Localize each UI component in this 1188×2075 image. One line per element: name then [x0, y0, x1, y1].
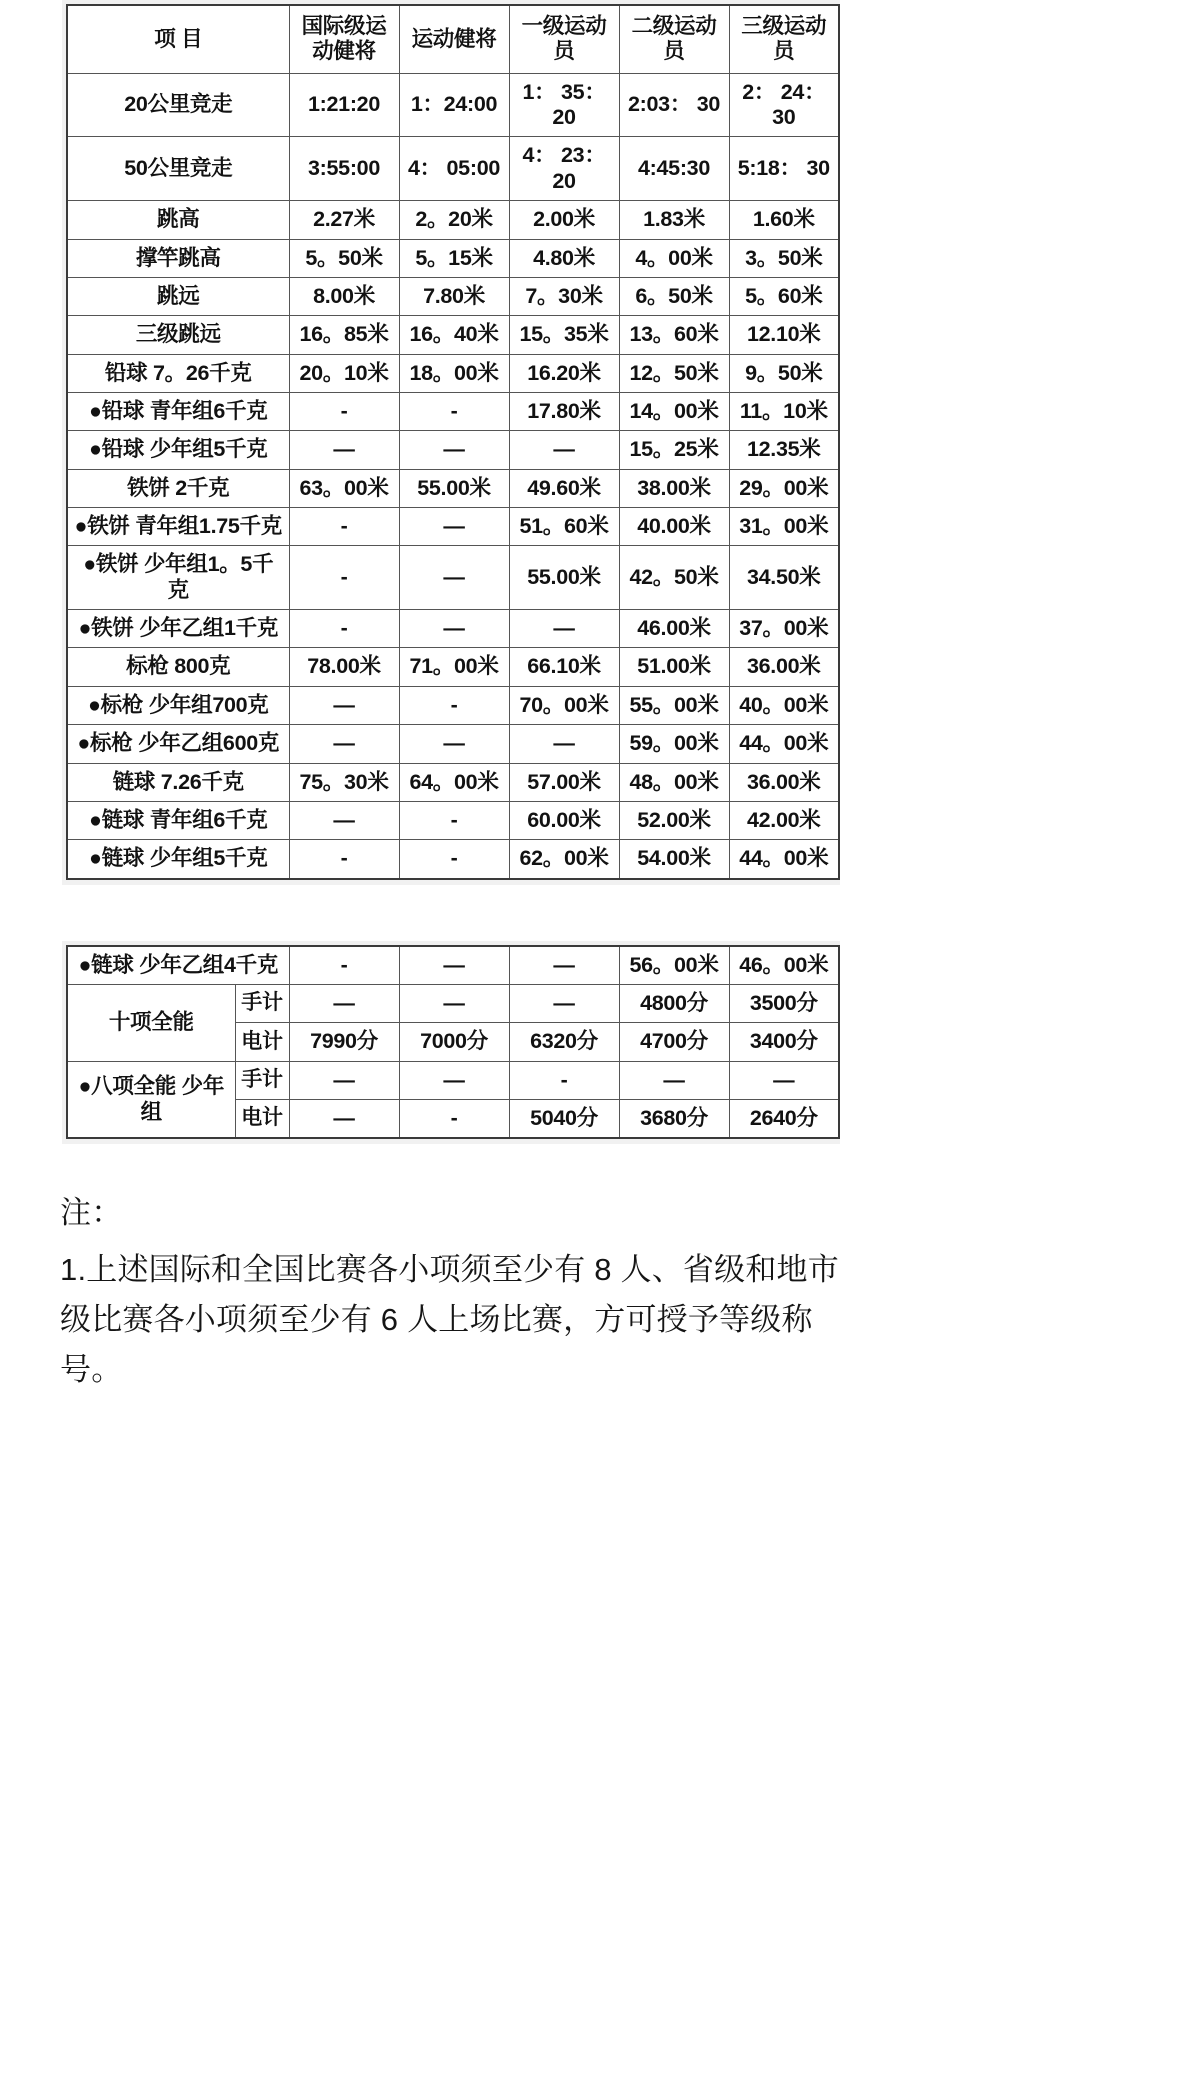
- standard-value-cell: 42。50米: [619, 546, 729, 610]
- notes-title: 注：: [60, 1195, 123, 1231]
- standard-value-cell: 4:45:30: [619, 137, 729, 201]
- standard-value-cell: —: [509, 610, 619, 648]
- event-name-cell: 三级跳远: [67, 316, 289, 354]
- standard-value-cell: -: [399, 801, 509, 839]
- standard-value-cell: 29。00米: [729, 469, 839, 507]
- standard-value-cell: 1.83米: [619, 201, 729, 239]
- standard-value-cell: -: [399, 686, 509, 724]
- standard-value-cell: 55.00米: [509, 546, 619, 610]
- standard-value-cell: 9。50米: [729, 354, 839, 392]
- column-header-grade-3: 一级运动员: [509, 5, 619, 73]
- standard-value-cell: —: [399, 546, 509, 610]
- standard-value-cell: 56。00米: [619, 946, 729, 985]
- standard-value-cell: 12.35米: [729, 431, 839, 469]
- standard-value-cell: —: [619, 1061, 729, 1099]
- event-name-cell: 20公里竞走: [67, 73, 289, 137]
- table-row: [67, 239, 839, 277]
- standard-value-cell: 4。00米: [619, 239, 729, 277]
- standard-value-cell: —: [399, 725, 509, 763]
- standard-value-cell: —: [399, 431, 509, 469]
- standard-value-cell: 78.00米: [289, 648, 399, 686]
- event-name-cell: ●链球 少年组5千克: [67, 840, 289, 879]
- standard-value-cell: -: [289, 392, 399, 430]
- note-1-line-3: 号。: [60, 1352, 123, 1388]
- event-name-cell: ●铁饼 少年乙组1千克: [67, 610, 289, 648]
- standard-value-cell: —: [399, 610, 509, 648]
- table-row: [67, 392, 839, 430]
- standard-value-cell: 63。00米: [289, 469, 399, 507]
- standard-value-cell: 55.00米: [399, 469, 509, 507]
- table-row: [67, 648, 839, 686]
- standard-value-cell: 6。50米: [619, 277, 729, 315]
- standard-value-cell: 60.00米: [509, 801, 619, 839]
- table-row: [67, 984, 839, 1022]
- table-row: [67, 763, 839, 801]
- standard-value-cell: 75。30米: [289, 763, 399, 801]
- standard-value-cell: 7000分: [399, 1023, 509, 1061]
- standard-value-cell: 59。00米: [619, 725, 729, 763]
- table-row: [67, 946, 839, 985]
- standard-value-cell: 3:55:00: [289, 137, 399, 201]
- athletics-standards-table-wrap: [62, 0, 840, 885]
- standard-value-cell: 52.00米: [619, 801, 729, 839]
- column-header-event: 项 目: [67, 5, 289, 73]
- standard-value-cell: 37。00米: [729, 610, 839, 648]
- table-row: [67, 137, 839, 201]
- event-name-cell: 铅球 7。26千克: [67, 354, 289, 392]
- standard-value-cell: 55。00米: [619, 686, 729, 724]
- standard-value-cell: 49.60米: [509, 469, 619, 507]
- standard-value-cell: 51.00米: [619, 648, 729, 686]
- standard-value-cell: 36.00米: [729, 763, 839, 801]
- standard-value-cell: 7990分: [289, 1023, 399, 1061]
- standard-value-cell: 44。00米: [729, 840, 839, 879]
- standard-value-cell: -: [289, 946, 399, 985]
- standard-value-cell: 2640分: [729, 1100, 839, 1139]
- standard-value-cell: —: [289, 725, 399, 763]
- standard-value-cell: 51。60米: [509, 508, 619, 546]
- timing-method-cell: 手计: [235, 1061, 289, 1099]
- standard-value-cell: 3680分: [619, 1100, 729, 1139]
- timing-method-cell: 手计: [235, 984, 289, 1022]
- athletics-standards-table: [66, 4, 840, 880]
- standard-value-cell: 4： 05:00: [399, 137, 509, 201]
- standard-value-cell: 1:21:20: [289, 73, 399, 137]
- table-row: [67, 840, 839, 879]
- notes-section: [60, 1188, 1060, 1395]
- standard-value-cell: —: [509, 946, 619, 985]
- standard-value-cell: 62。00米: [509, 840, 619, 879]
- table-row: [67, 277, 839, 315]
- standard-value-cell: 12.10米: [729, 316, 839, 354]
- table-row: [67, 316, 839, 354]
- standard-value-cell: 16.20米: [509, 354, 619, 392]
- standard-value-cell: 16。85米: [289, 316, 399, 354]
- note-1-line-1: 1.上述国际和全国比赛各小项须至少有 8 人、省级和地市: [60, 1251, 839, 1287]
- standard-value-cell: 2:03： 30: [619, 73, 729, 137]
- standard-value-cell: 3400分: [729, 1023, 839, 1061]
- table-row: [67, 610, 839, 648]
- standard-value-cell: 66.10米: [509, 648, 619, 686]
- standard-value-cell: 2.27米: [289, 201, 399, 239]
- standard-value-cell: -: [399, 840, 509, 879]
- combined-events-table-wrap: [62, 941, 840, 1145]
- standard-value-cell: —: [289, 686, 399, 724]
- standard-value-cell: 36.00米: [729, 648, 839, 686]
- table-separator: [0, 885, 1188, 941]
- standard-value-cell: 7.80米: [399, 277, 509, 315]
- event-name-cell: ●链球 青年组6千克: [67, 801, 289, 839]
- standard-value-cell: -: [509, 1061, 619, 1099]
- standard-value-cell: 5。50米: [289, 239, 399, 277]
- standard-value-cell: 4.80米: [509, 239, 619, 277]
- event-name-cell: ●链球 少年乙组4千克: [67, 946, 289, 985]
- standard-value-cell: 71。00米: [399, 648, 509, 686]
- standard-value-cell: 15。35米: [509, 316, 619, 354]
- standard-value-cell: -: [399, 392, 509, 430]
- column-header-grade-1: 国际级运动健将: [289, 5, 399, 73]
- standard-value-cell: —: [289, 431, 399, 469]
- standard-value-cell: 14。00米: [619, 392, 729, 430]
- event-name-cell: 铁饼 2千克: [67, 469, 289, 507]
- standard-value-cell: 40.00米: [619, 508, 729, 546]
- standard-value-cell: 64。00米: [399, 763, 509, 801]
- standard-value-cell: 2。20米: [399, 201, 509, 239]
- standard-value-cell: —: [509, 725, 619, 763]
- standard-value-cell: 7。30米: [509, 277, 619, 315]
- table-row: [67, 1061, 839, 1099]
- standard-value-cell: 2： 24： 30: [729, 73, 839, 137]
- standard-value-cell: 46。00米: [729, 946, 839, 985]
- event-name-cell: 标枪 800克: [67, 648, 289, 686]
- standard-value-cell: —: [509, 431, 619, 469]
- standard-value-cell: —: [399, 508, 509, 546]
- combined-events-table: [66, 945, 840, 1140]
- table-row: [67, 469, 839, 507]
- standard-value-cell: 48。00米: [619, 763, 729, 801]
- standard-value-cell: 13。60米: [619, 316, 729, 354]
- standard-value-cell: —: [289, 801, 399, 839]
- table-row: [67, 546, 839, 610]
- standard-value-cell: 31。00米: [729, 508, 839, 546]
- standard-value-cell: 34.50米: [729, 546, 839, 610]
- standard-value-cell: —: [399, 1061, 509, 1099]
- standard-value-cell: 1.60米: [729, 201, 839, 239]
- table-row: [67, 686, 839, 724]
- event-name-cell: ●标枪 少年组700克: [67, 686, 289, 724]
- column-header-grade-2: 运动健将: [399, 5, 509, 73]
- table-row: [67, 354, 839, 392]
- event-name-cell: ●铁饼 青年组1.75千克: [67, 508, 289, 546]
- standard-value-cell: 12。50米: [619, 354, 729, 392]
- standard-value-cell: 57.00米: [509, 763, 619, 801]
- standard-value-cell: 8.00米: [289, 277, 399, 315]
- event-name-cell: ●铁饼 少年组1。5千克: [67, 546, 289, 610]
- standard-value-cell: 4800分: [619, 984, 729, 1022]
- event-name-cell: ●八项全能 少年组: [67, 1061, 235, 1138]
- timing-method-cell: 电计: [235, 1023, 289, 1061]
- standard-value-cell: 20。10米: [289, 354, 399, 392]
- column-header-grade-4: 二级运动员: [619, 5, 729, 73]
- standard-value-cell: —: [289, 1061, 399, 1099]
- event-name-cell: 十项全能: [67, 984, 235, 1061]
- standard-value-cell: 1： 35： 20: [509, 73, 619, 137]
- table-row: [67, 508, 839, 546]
- standard-value-cell: —: [289, 1100, 399, 1139]
- event-name-cell: 跳远: [67, 277, 289, 315]
- table-row: [67, 801, 839, 839]
- standard-value-cell: 5040分: [509, 1100, 619, 1139]
- table-row: [67, 201, 839, 239]
- standard-value-cell: 40。00米: [729, 686, 839, 724]
- event-name-cell: ●铅球 青年组6千克: [67, 392, 289, 430]
- standard-value-cell: 3。50米: [729, 239, 839, 277]
- standard-value-cell: 16。40米: [399, 316, 509, 354]
- table-row: [67, 431, 839, 469]
- standard-value-cell: 42.00米: [729, 801, 839, 839]
- standard-value-cell: —: [289, 984, 399, 1022]
- table-row: [67, 725, 839, 763]
- column-header-grade-5: 三级运动员: [729, 5, 839, 73]
- standard-value-cell: —: [509, 984, 619, 1022]
- standard-value-cell: —: [399, 946, 509, 985]
- standard-value-cell: 17.80米: [509, 392, 619, 430]
- standard-value-cell: -: [399, 1100, 509, 1139]
- event-name-cell: 链球 7.26千克: [67, 763, 289, 801]
- standard-value-cell: 11。10米: [729, 392, 839, 430]
- standard-value-cell: 44。00米: [729, 725, 839, 763]
- standard-value-cell: 4： 23： 20: [509, 137, 619, 201]
- table-row: [67, 73, 839, 137]
- standard-value-cell: 2.00米: [509, 201, 619, 239]
- standard-value-cell: 5。15米: [399, 239, 509, 277]
- standard-value-cell: 3500分: [729, 984, 839, 1022]
- standard-value-cell: -: [289, 610, 399, 648]
- standard-value-cell: —: [729, 1061, 839, 1099]
- standard-value-cell: —: [399, 984, 509, 1022]
- standard-value-cell: 5:18： 30: [729, 137, 839, 201]
- standard-value-cell: 1：24:00: [399, 73, 509, 137]
- standard-value-cell: -: [289, 840, 399, 879]
- event-name-cell: 跳高: [67, 201, 289, 239]
- standard-value-cell: 46.00米: [619, 610, 729, 648]
- event-name-cell: 撑竿跳高: [67, 239, 289, 277]
- standard-value-cell: 5。60米: [729, 277, 839, 315]
- standard-value-cell: 38.00米: [619, 469, 729, 507]
- table-header-row: [67, 5, 839, 73]
- note-1-line-2: 级比赛各小项须至少有 6 人上场比赛，方可授予等级称: [60, 1301, 813, 1337]
- standard-value-cell: 6320分: [509, 1023, 619, 1061]
- event-name-cell: 50公里竞走: [67, 137, 289, 201]
- standard-value-cell: 54.00米: [619, 840, 729, 879]
- standard-value-cell: 70。00米: [509, 686, 619, 724]
- event-name-cell: ●标枪 少年乙组600克: [67, 725, 289, 763]
- standard-value-cell: 15。25米: [619, 431, 729, 469]
- standard-value-cell: 18。00米: [399, 354, 509, 392]
- standard-value-cell: -: [289, 546, 399, 610]
- timing-method-cell: 电计: [235, 1100, 289, 1139]
- standard-value-cell: 4700分: [619, 1023, 729, 1061]
- standard-value-cell: -: [289, 508, 399, 546]
- event-name-cell: ●铅球 少年组5千克: [67, 431, 289, 469]
